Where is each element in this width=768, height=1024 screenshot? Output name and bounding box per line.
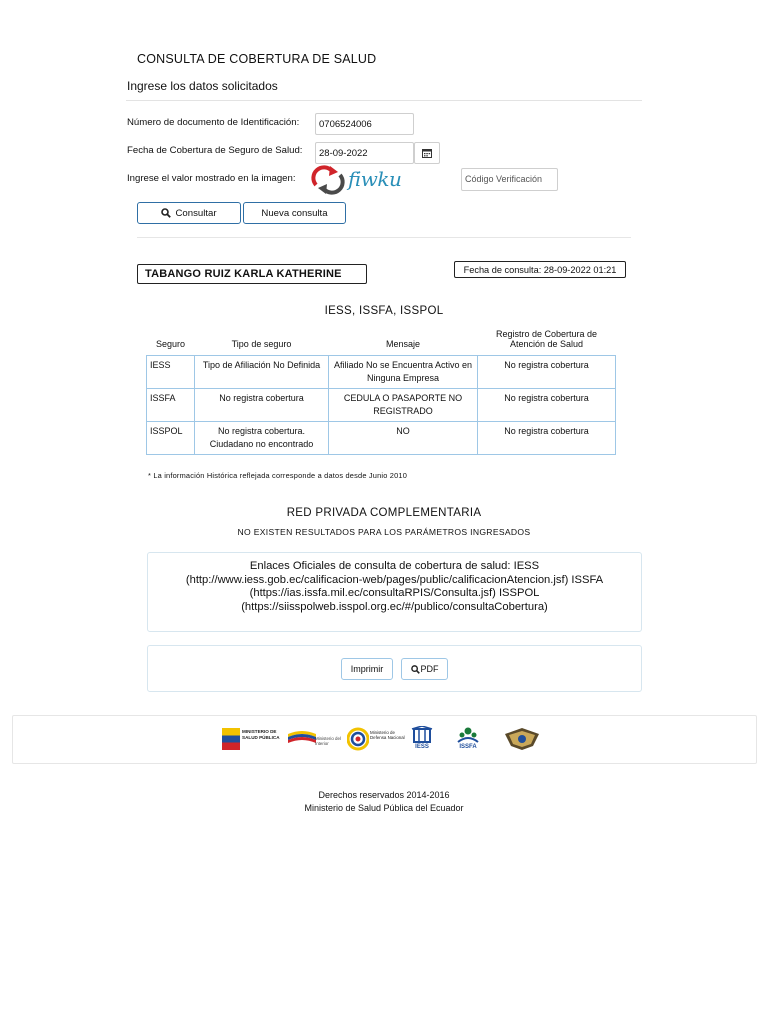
isspol-link[interactable]: (https://siisspolweb.isspol.org.ec/#/publico/consultaCobertura)	[241, 600, 548, 613]
footer-ministry: Ministerio de Salud Pública del Ecuador	[304, 803, 464, 813]
page-title: CONSULTA DE COBERTURA DE SALUD	[137, 52, 377, 66]
coverage-date-input[interactable]: 28-09-2022	[315, 142, 414, 164]
actions-panel	[147, 645, 642, 692]
col-header: Mensaje	[385, 339, 421, 349]
search-icon	[161, 208, 171, 218]
cell: CEDULA O PASAPORTE NO REGISTRADO	[329, 389, 478, 422]
col-header: Registro de Cobertura de Atención de Salud	[495, 329, 598, 349]
insurance-section-title: IESS, ISSFA, ISSPOL	[324, 305, 444, 317]
cell: No registra cobertura	[195, 389, 329, 422]
cell: Afiliado No se Encuentra Activo en Ninguna Empresa	[329, 356, 478, 389]
nueva-consulta-button[interactable]	[243, 202, 346, 224]
col-header: Tipo de seguro	[231, 339, 292, 349]
pdf-label: PDF	[420, 664, 439, 674]
consultar-label: Consultar	[175, 207, 217, 219]
institution-logos-bar	[12, 715, 757, 764]
links-text: Enlaces Oficiales de consulta de cobertura de salud: IESS	[249, 560, 540, 572]
captcha-image	[310, 165, 420, 195]
calendar-button[interactable]	[414, 142, 440, 164]
iess-logo-text: IESS	[415, 744, 429, 750]
pdf-button[interactable]	[401, 658, 448, 680]
cell: No registra cobertura. Ciudadano no encontrado	[195, 422, 329, 455]
official-links-panel	[147, 552, 642, 632]
print-button[interactable]	[341, 658, 393, 680]
iess-logo	[409, 726, 437, 754]
calendar-icon	[422, 148, 432, 158]
cell: IESS	[147, 356, 195, 389]
no-results-message: NO EXISTEN RESULTADOS PARA LOS PARÁMETROS INGRESADOS	[237, 527, 531, 537]
cell: No registra cobertura	[478, 389, 616, 422]
search-icon	[411, 665, 420, 674]
msp-logo	[222, 727, 282, 751]
interior-logo	[288, 728, 341, 752]
captcha-placeholder: Código Verificación	[465, 174, 543, 184]
divider	[126, 100, 642, 101]
iess-link[interactable]: (http://www.iess.gob.ec/calificacion-web/pages/public/calificacionAtencion.jsf) ISSFA	[185, 573, 604, 586]
interior-logo-text: Ministerio del Interior	[315, 736, 341, 746]
msp-logo-text: MINISTERIO DE SALUD PÚBLICA	[242, 729, 280, 740]
table-row	[147, 422, 616, 455]
consultar-button[interactable]	[137, 202, 241, 224]
coverage-table	[146, 326, 616, 455]
refresh-icon[interactable]	[310, 165, 346, 195]
issfa-logo-text: ISSFA	[459, 744, 477, 750]
divider	[137, 237, 631, 238]
private-network-title: RED PRIVADA COMPLEMENTARIA	[286, 507, 482, 519]
form-subtitle: Ingrese los datos solicitados	[127, 79, 278, 93]
footer-copyright: Derechos reservados 2014-2016	[318, 790, 450, 800]
patient-name: TABANGO RUIZ KARLA KATHERINE	[137, 264, 367, 284]
captcha-input[interactable]	[461, 168, 558, 191]
table-row	[147, 356, 616, 389]
cell: ISSPOL	[147, 422, 195, 455]
defensa-logo-text: Ministerio de Defensa Nacional	[370, 730, 405, 740]
isspol-logo	[503, 726, 541, 754]
cell: NO	[329, 422, 478, 455]
print-label: Imprimir	[350, 664, 384, 674]
cell: ISSFA	[147, 389, 195, 422]
captcha-label: Ingrese el valor mostrado en la imagen:	[127, 173, 296, 184]
defensa-logo	[347, 727, 405, 753]
date-label: Fecha de Cobertura de Seguro de Salud:	[127, 145, 303, 156]
consult-date: Fecha de consulta: 28-09-2022 01:21	[454, 261, 626, 278]
col-header: Seguro	[155, 339, 186, 349]
history-note: * La información Histórica reflejada corresponde a datos desde Junio 2010	[148, 471, 408, 480]
issfa-logo	[453, 726, 489, 754]
issfa-link[interactable]: (https://ias.issfa.mil.ec/consultaRPIS/Consulta.jsf) ISSPOL	[249, 587, 540, 599]
doc-label: Número de documento de Identificación:	[127, 117, 300, 128]
table-row	[147, 389, 616, 422]
nueva-consulta-label: Nueva consulta	[261, 207, 328, 219]
captcha-text: fiwku	[348, 167, 402, 191]
cell: No registra cobertura	[478, 422, 616, 455]
doc-number-input[interactable]: 0706524006	[315, 113, 414, 135]
cell: No registra cobertura	[478, 356, 616, 389]
cell: Tipo de Afiliación No Definida	[195, 356, 329, 389]
